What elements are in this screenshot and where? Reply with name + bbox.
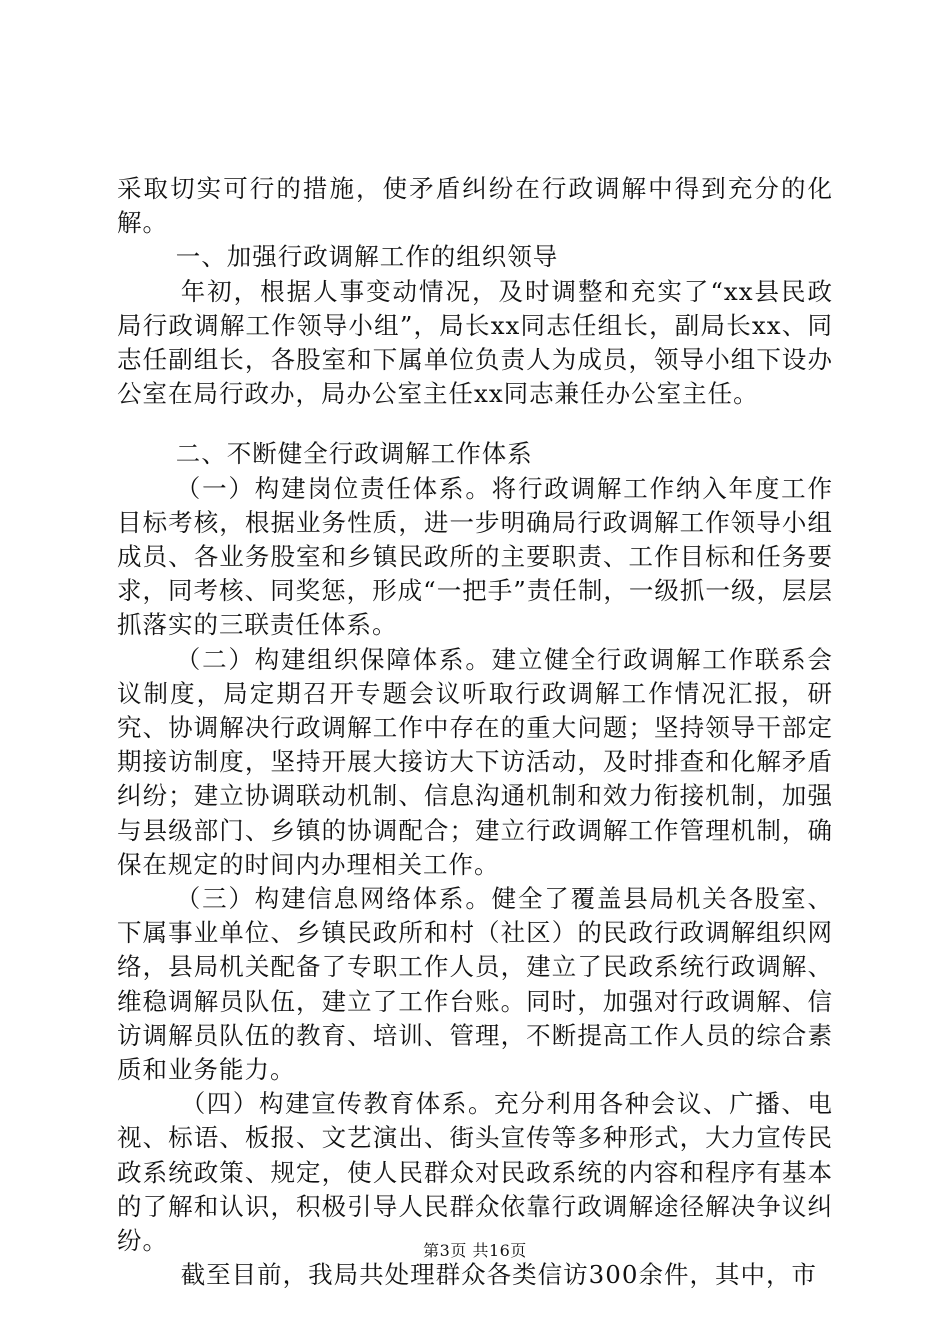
paragraph-responsibility-system: （一）构建岗位责任体系。将行政调解工作纳入年度工作目标考核，根据业务性质，进一步明确局行政调解工作领导小组成员、各业务股室和乡镇民政所的主要职责、工作目标和任务要求，同考核、同奖惩，形成“一把手”责任制，一级抓一级，层层抓落实的三联责任体系。 [117,473,833,640]
paragraph-publicity-system: （四）构建宣传教育体系。充分利用各种会议、广播、电视、标语、板报、文艺演出、街头宣传等多种形式，大力宣传民政系统政策、规定，使人民群众对民政系统的内容和程序有基本的了解和认识，积极引导人民群众依靠行政调解途径解决争议纠纷。 [117,1089,833,1256]
page-footer: 第3页 共16页 [423,1241,527,1260]
section-heading-1: 一、加强行政调解工作的组织领导 [175,242,559,272]
paragraph-continuation: 采取切实可行的措施，使矛盾纠纷在行政调解中得到充分的化解。 [117,174,833,238]
paragraph-leadership: 年初，根据人事变动情况，及时调整和充实了“xx县民政局行政调解工作领导小组”，局长xx同志任组长，副局长xx、同志任副组长，各股室和下属单位负责人为成员，领导小组下设办公室在局行政办，局办公室主任xx同志兼任办公室主任。 [117,276,833,409]
paragraph-network-system: （三）构建信息网络体系。健全了覆盖县局机关各股室、下属事业单位、乡镇民政所和村（社区）的民政行政调解组织网络，县局机关配备了专职工作人员，建立了民政系统行政调解、维稳调解员队伍，建立了工作台账。同时，加强对行政调解、信访调解员队伍的教育、培训、管理，不断提高工作人员的综合素质和业务能力。 [117,884,833,1085]
paragraph-organization-system: （二）构建组织保障体系。建立健全行政调解工作联系会议制度，局定期召开专题会议听取行政调解工作情况汇报，研究、协调解决行政调解工作中存在的重大问题；坚持领导干部定期接访制度，坚持开展大接访大下访活动，及时排查和化解矛盾纠纷；建立协调联动机制、信息沟通机制和效力衔接机制，加强与县级部门、乡镇的协调配合；建立行政调解工作管理机制，确保在规定的时间内办理相关工作。 [117,644,833,879]
paragraph-statistics: 截至目前，我局共处理群众各类信访300余件，其中，市 [180,1260,817,1290]
document-body [117,172,833,1293]
section-heading-2: 二、不断健全行政调解工作体系 [175,439,533,469]
